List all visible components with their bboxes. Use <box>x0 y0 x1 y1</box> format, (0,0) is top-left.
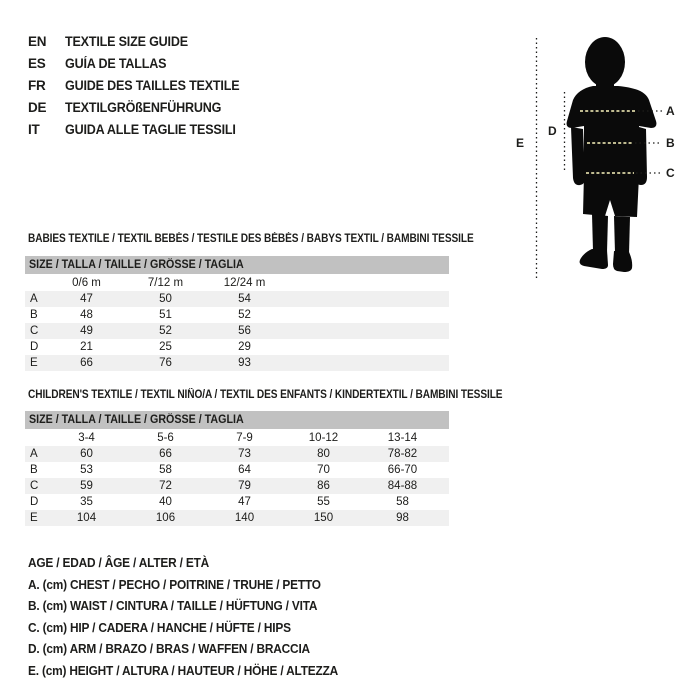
value-cell: 78-82 <box>387 448 418 460</box>
lang-code: FR <box>28 78 46 93</box>
value-cell: 72 <box>159 480 172 492</box>
col-header: 3-4 <box>78 432 95 444</box>
figure-label-height: E <box>516 136 525 150</box>
children-section-title: CHILDREN'S TEXTILE / TEXTIL NIÑO/A / TEXTIL DES ENFANTS / KINDERTEXTIL / BAMBINI TESSILE <box>28 389 503 401</box>
table-row <box>25 462 449 478</box>
row-label: C <box>30 480 39 492</box>
corner-cell <box>25 276 47 291</box>
value-cell: 140 <box>234 512 255 524</box>
value-cell: 70 <box>317 464 330 476</box>
lang-title: TEXTILE SIZE GUIDE <box>65 34 188 49</box>
legend-waist: B. (cm) WAIST / CINTURA / TAILLE / HÜFTUNG / VITA <box>28 599 318 614</box>
lang-row-es <box>28 53 253 75</box>
value-cell: 106 <box>155 512 176 524</box>
value-cell: 60 <box>80 448 93 460</box>
value-cell: 47 <box>238 496 251 508</box>
lang-row-fr <box>28 75 253 97</box>
table-row <box>25 478 449 494</box>
col-header: 7/12 m <box>147 277 184 289</box>
figure-label-arm: D <box>548 124 557 138</box>
lang-code: DE <box>28 100 47 115</box>
row-label: D <box>30 496 39 508</box>
babies-section-title: BABIES TEXTILE / TEXTIL BEBÉS / TESTILE DES BÉBÉS / BABYS TEXTIL / BAMBINI TESSILE <box>28 233 474 245</box>
table-row <box>25 494 449 510</box>
row-label: B <box>30 464 38 476</box>
col-header: 12/24 m <box>223 277 266 289</box>
row-label: D <box>30 341 39 353</box>
lang-row-de <box>28 97 253 119</box>
measurement-legend <box>28 553 354 683</box>
legend-hip: C. (cm) HIP / CADERA / HANCHE / HÜFTE / HIPS <box>28 620 291 635</box>
children-size-table <box>25 431 449 526</box>
row-label: A <box>30 448 38 460</box>
value-cell: 93 <box>238 357 251 369</box>
value-cell: 40 <box>159 496 172 508</box>
value-cell: 25 <box>159 341 172 353</box>
value-cell: 51 <box>159 309 172 321</box>
table-row <box>25 510 449 526</box>
lang-title: TEXTILGRÖßENFÜHRUNG <box>65 100 222 115</box>
value-cell: 58 <box>396 496 409 508</box>
value-cell: 55 <box>317 496 330 508</box>
figure-label-chest: A <box>666 104 675 118</box>
table-row <box>25 446 449 462</box>
value-cell: 66-70 <box>387 464 418 476</box>
lang-code: EN <box>28 34 47 49</box>
value-cell: 66 <box>80 357 93 369</box>
value-cell: 104 <box>76 512 97 524</box>
lang-title: GUIDE DES TAILLES TEXTILE <box>65 78 240 93</box>
figure-label-waist: B <box>666 136 675 150</box>
lang-title: GUIDA ALLE TAGLIE TESSILI <box>65 122 236 137</box>
col-header: 0/6 m <box>72 277 101 289</box>
value-cell: 48 <box>80 309 93 321</box>
table-row <box>25 323 449 339</box>
babies-size-bar: SIZE / TALLA / TAILLE / GRÖSSE / TAGLIA <box>25 256 449 274</box>
lang-code: IT <box>28 122 40 137</box>
value-cell: 21 <box>80 341 93 353</box>
row-label: E <box>30 512 38 524</box>
legend-height: E. (cm) HEIGHT / ALTURA / HAUTEUR / HÖHE / ALTEZZA <box>28 663 339 678</box>
value-cell: 50 <box>159 293 172 305</box>
table-row <box>25 339 449 355</box>
value-cell: 47 <box>80 293 93 305</box>
child-silhouette <box>567 37 657 272</box>
value-cell: 76 <box>159 357 172 369</box>
col-header: 5-6 <box>157 432 174 444</box>
language-title-list <box>28 31 253 141</box>
col-header: 7-9 <box>236 432 253 444</box>
lang-title: GUÍA DE TALLAS <box>65 56 167 71</box>
row-label: E <box>30 357 38 369</box>
table-header-row <box>25 276 449 291</box>
value-cell: 58 <box>159 464 172 476</box>
value-cell: 56 <box>238 325 251 337</box>
table-header-row <box>25 431 449 446</box>
value-cell: 59 <box>80 480 93 492</box>
babies-size-table <box>25 276 449 371</box>
value-cell: 52 <box>238 309 251 321</box>
value-cell: 66 <box>159 448 172 460</box>
value-cell: 86 <box>317 480 330 492</box>
col-header: 10-12 <box>308 432 339 444</box>
row-label: A <box>30 293 38 305</box>
value-cell: 79 <box>238 480 251 492</box>
value-cell: 150 <box>313 512 334 524</box>
children-size-bar: SIZE / TALLA / TAILLE / GRÖSSE / TAGLIA <box>25 411 449 429</box>
row-label: B <box>30 309 38 321</box>
value-cell: 52 <box>159 325 172 337</box>
value-cell: 53 <box>80 464 93 476</box>
value-cell: 35 <box>80 496 93 508</box>
lang-row-it <box>28 119 253 141</box>
row-label: C <box>30 325 39 337</box>
value-cell: 80 <box>317 448 330 460</box>
table-row <box>25 355 449 371</box>
value-cell: 29 <box>238 341 251 353</box>
value-cell: 84-88 <box>387 480 418 492</box>
value-cell: 98 <box>396 512 409 524</box>
table-row <box>25 291 449 307</box>
value-cell: 49 <box>80 325 93 337</box>
lang-code: ES <box>28 56 46 71</box>
table-row <box>25 307 449 323</box>
value-cell: 73 <box>238 448 251 460</box>
figure-label-hip: C <box>666 166 675 180</box>
col-header: 13-14 <box>387 432 418 444</box>
lang-row-en <box>28 31 253 53</box>
value-cell: 64 <box>238 464 251 476</box>
corner-cell <box>25 431 47 446</box>
value-cell: 54 <box>238 293 251 305</box>
legend-age: AGE / EDAD / ÂGE / ALTER / ETÀ <box>28 556 210 570</box>
legend-arm: D. (cm) ARM / BRAZO / BRAS / WAFFEN / BRACCIA <box>28 642 310 657</box>
legend-chest: A. (cm) CHEST / PECHO / POITRINE / TRUHE / PETTO <box>28 577 321 592</box>
